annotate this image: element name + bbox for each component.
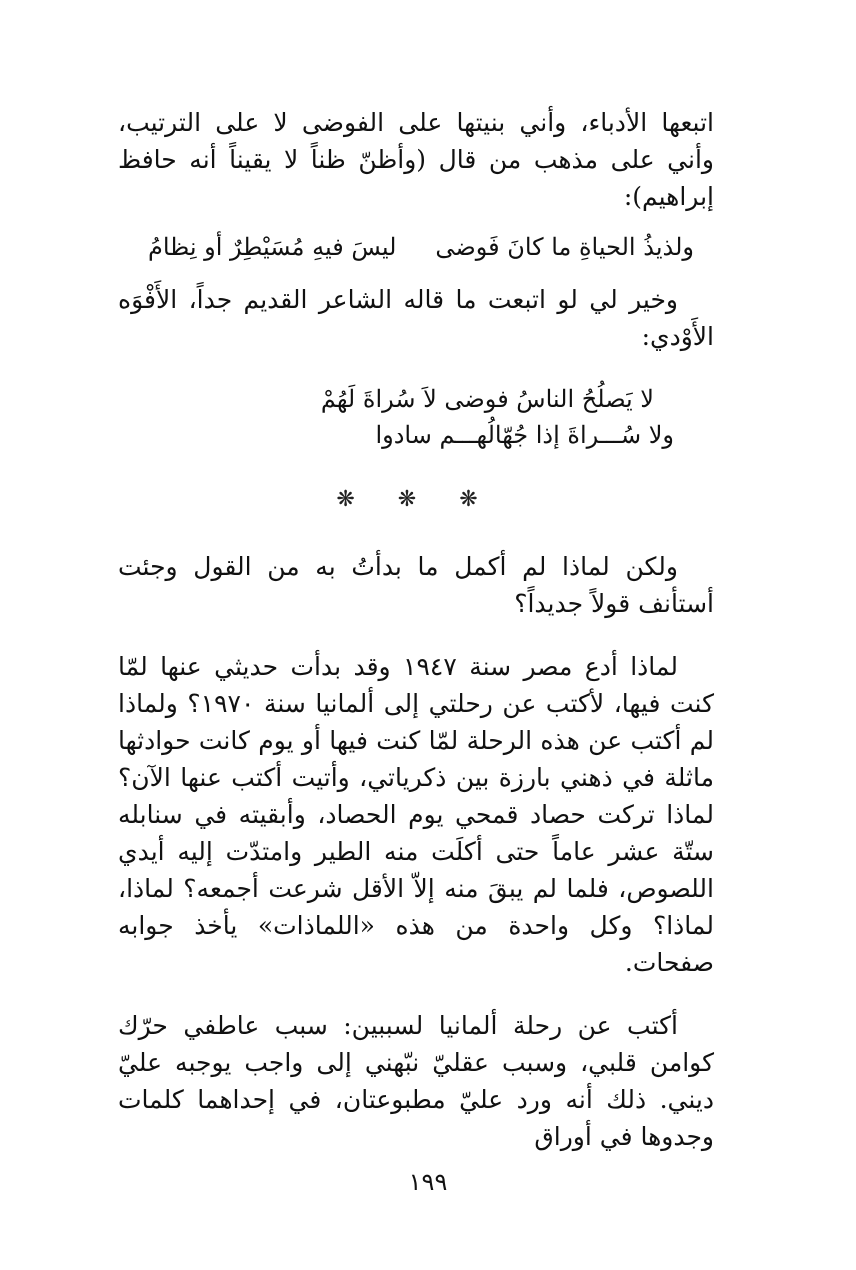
verse-1 xyxy=(118,229,714,265)
paragraph-4: لماذا أدع مصر سنة ١٩٤٧ وقد بدأت حديثي عنها لمّا كنت فيها، لأكتب عن رحلتي إلى ألمانيا سنة ١٩٧٠؟ ولماذا لم أكتب عن هذه الرحلة لمّا كنت فيها أو يوم كانت حوادثها ماثلة في ذهني بارزة بين ذكرياتي، وأتيت أكتب عنها الآن؟ لماذا تركت حصاد قمحي يوم الحصاد، وأبقيته في سنابله ستّة عشر عاماً حتى أكلَت منه الطير وامتدّت إليه أيدي اللصوص، فلما لم يبقَ منه إلاّ الأقل شرعت أجمعه؟ لماذا، لماذا؟ وكل واحدة من هذه «اللماذات» يأخذ جوابه صفحات. xyxy=(118,652,714,977)
paragraph-2: وخير لي لو اتبعت ما قاله الشاعر القديم جداً، الأَفْوَه الأَوْدي: xyxy=(118,285,714,351)
paragraph-1: اتبعها الأدباء، وأني بنيتها على الفوضى لا على الترتيب، وأني على مذهب من قال (وأظنّ ظناً لا يقيناً أنه حافظ إبراهيم): xyxy=(118,108,714,211)
section-separator: ❋ ❋ ❋ xyxy=(336,487,496,512)
paragraph-5: أكتب عن رحلة ألمانيا لسببين: سبب عاطفي حرّك كوامن قلبي، وسبب عقليّ نبّهني إلى واجب يوجبه عليّ ديني. ذلك أنه ورد عليّ مطبوعتان، في إحداهما كلمات وجدوها في أوراق xyxy=(118,1011,714,1151)
verse-2-line-1: لا يَصلُحُ الناسُ فوضى لاَ سُراةَ لَهُمْ xyxy=(320,385,654,413)
verse-2-line-2: ولا سُـــراةَ إذا جُهّالُهـــم سادوا xyxy=(375,421,674,449)
verse-2 xyxy=(118,381,714,453)
verse-1-second-hemistich: ليسَ فيهِ مُسَيْطِرٌ أو نِظامُ xyxy=(148,233,397,261)
page-number: ١٩٩ xyxy=(408,1168,448,1196)
verse-1-first-hemistich: ولذيذُ الحياةِ ما كانَ فَوضى xyxy=(435,233,694,261)
paragraph-3: ولكن لماذا لم أكمل ما بدأتُ به من القول وجئت أستأنف قولاً جديداً؟ xyxy=(118,552,714,618)
page-body xyxy=(118,104,714,1155)
